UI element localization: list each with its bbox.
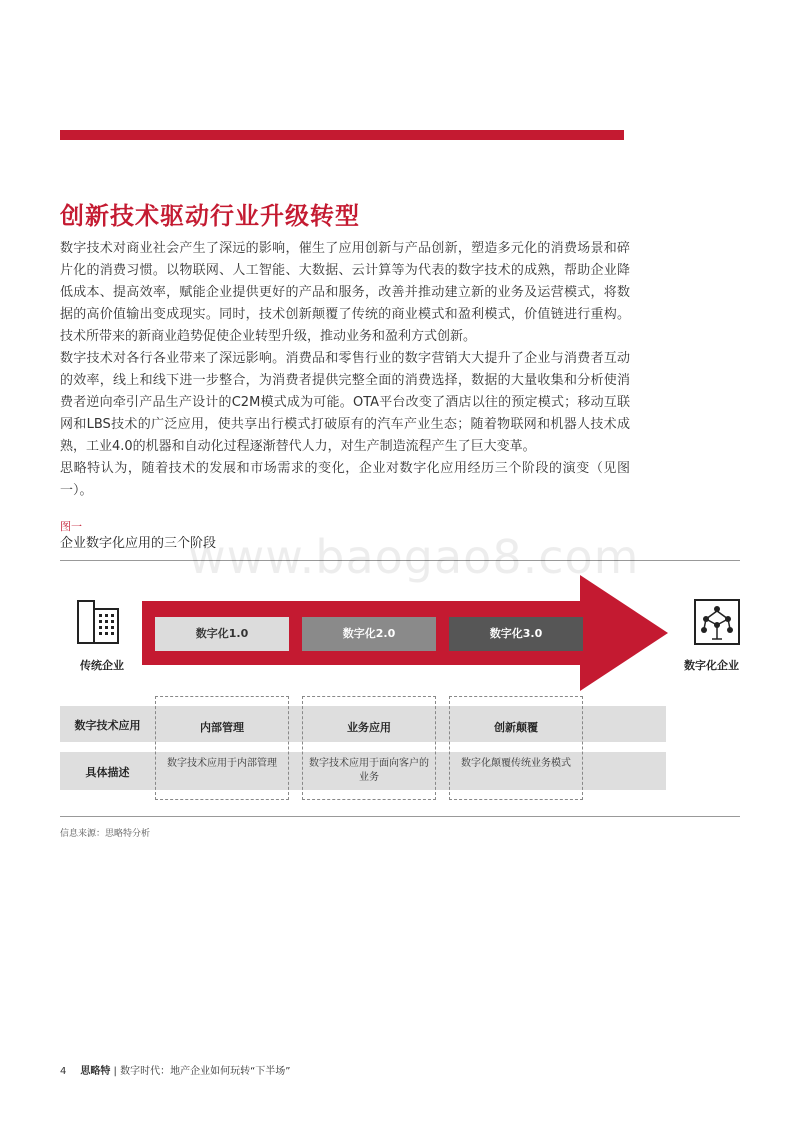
figure-title: 企业数字化应用的三个阶段 [60, 536, 217, 551]
top-red-bar [60, 130, 624, 140]
description-row-header: 具体描述 [85, 766, 130, 779]
start-label: 传统企业 [80, 659, 124, 672]
paragraph-1: 数字技术对商业社会产生了深远的影响，催生了应用创新与产品创新，塑造多元化的消费场景和碎片化的消费习惯。以物联网、人工智能、大数据、云计算等为代表的数字技术的成熟，帮助企业降低成本、提高效率，赋能企业提供更好的产品和服务，改善并推动建立新的业务及运营模式，将数据的高价值输出变成现实。同时，技术创新颠覆了传统的商业模式和盈利模式，价值链进行重构。技术所带来的新商业趋势促使企业转型升级，推动业务和盈利方式创新。 [60, 241, 630, 344]
stage-2-application: 业务应用 [347, 721, 391, 734]
footer-doc-title: 数字时代：地产企业如何玩转“下半场” [120, 1066, 291, 1077]
page-number: 4 [60, 1066, 67, 1077]
application-row-header: 数字技术应用 [74, 719, 141, 732]
page-footer [60, 1062, 290, 1077]
stage-2-description: 数字技术应用于面向客户的业务 [309, 758, 429, 783]
stage-1-box: 数字化1.0 [155, 617, 289, 651]
footer-brand: 思略特 [80, 1066, 111, 1077]
network-tree-icon [692, 597, 742, 647]
end-label: 数字化企业 [684, 659, 739, 672]
stage-2-column [302, 696, 436, 800]
paragraph-3: 思略特认为，随着技术的发展和市场需求的变化，企业对数字化应用经历三个阶段的演变（见图一）。 [60, 461, 630, 498]
paragraph-2: 数字技术对各行各业带来了深远影响。消费品和零售行业的数字营销大大提升了企业与消费者互动的效率，线上和线下进一步整合，为消费者提供完整全面的消费选择，数据的大量收集和分析使消费者逆向牵引产品生产设计的C2M模式成为可能。OTA平台改变了酒店以往的预定模式；移动互联网和LBS技术的广泛应用，使共享出行模式打破原有的汽车产业生态；随着物联网和机器人技术成熟，工业4.0的机器和自动化过程逐渐替代人力，对生产制造流程产生了巨大变革。 [60, 351, 630, 454]
building-icon [74, 597, 124, 647]
figure-bottom-divider [60, 816, 740, 817]
stage-3-application: 创新颠覆 [494, 721, 538, 734]
stage-3-column [449, 696, 583, 800]
stage-1-column [155, 696, 289, 800]
footer-separator: | [110, 1066, 121, 1077]
section-title: 创新技术驱动行业升级转型 [60, 201, 360, 230]
stage-2-box: 数字化2.0 [302, 617, 436, 651]
stage-1-description: 数字技术应用于内部管理 [167, 758, 277, 769]
stage-3-box: 数字化3.0 [449, 617, 583, 651]
figure-source: 信息来源：思略特分析 [60, 829, 151, 839]
watermark: www.baogao8.com [188, 530, 640, 584]
stage-1-application: 内部管理 [200, 721, 244, 734]
figure-label: 图一 [60, 520, 82, 533]
stage-3-description: 数字化颠覆传统业务模式 [461, 758, 571, 769]
digitalization-stages-diagram [60, 575, 740, 805]
